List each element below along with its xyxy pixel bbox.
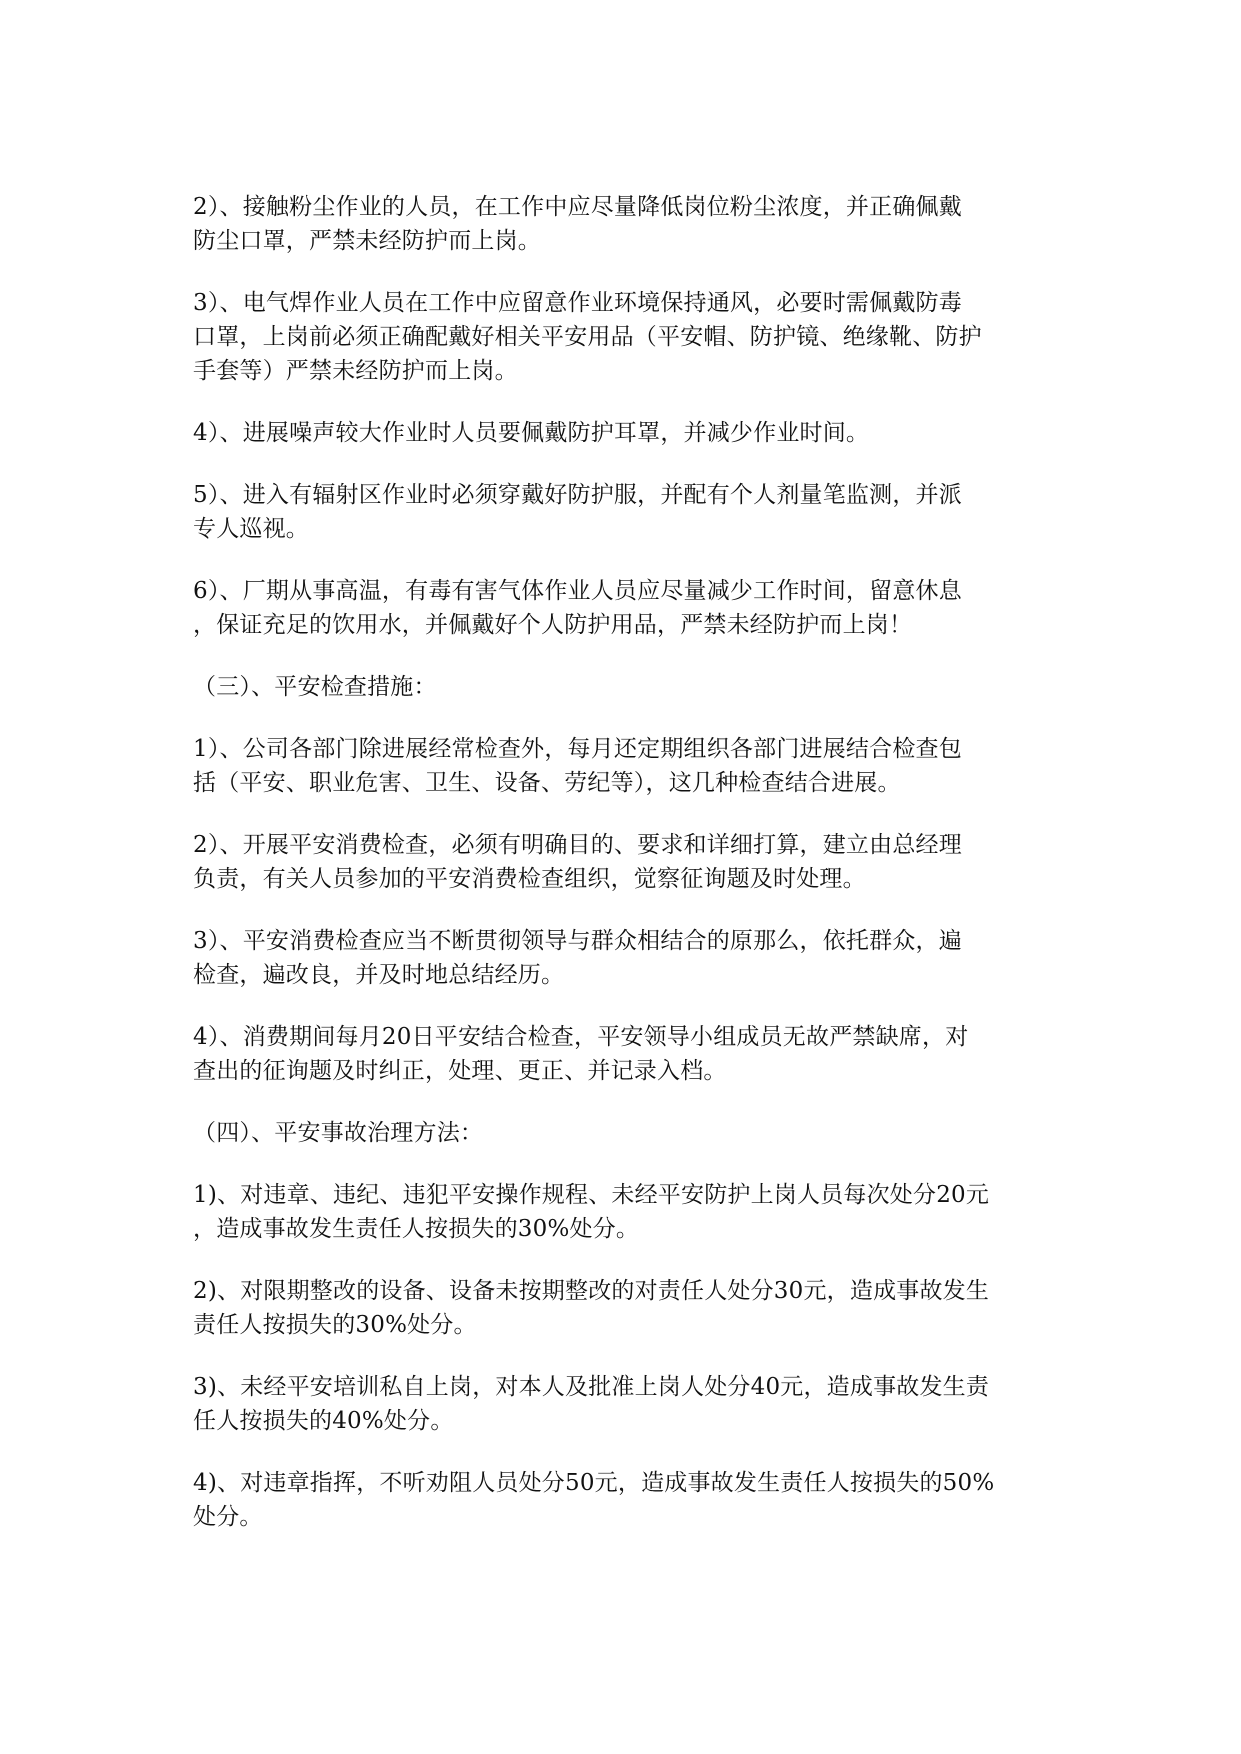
paragraph: [193, 1178, 1053, 1246]
paragraph-line: 处分。: [193, 1504, 263, 1530]
paragraph: [193, 924, 1053, 992]
paragraph: [193, 1466, 1053, 1534]
paragraph-line: （三）、平安检查措施：: [193, 674, 437, 700]
paragraph: [193, 1116, 1053, 1150]
paragraph: [193, 828, 1053, 896]
paragraph-line: 查出的征询题及时纠正，处理、更正、并记录入档。: [193, 1058, 727, 1084]
paragraph-line: 手套等）严禁未经防护而上岗。: [193, 358, 518, 384]
paragraph-line: 1）、公司各部门除进展经常检查外，每月还定期组织各部门进展结合检查包: [193, 736, 962, 762]
paragraph: [193, 574, 1053, 642]
paragraph: [193, 478, 1053, 546]
paragraph: [193, 1370, 1053, 1438]
paragraph: [193, 190, 1053, 258]
paragraph-line: 括（平安、职业危害、卫生、设备、劳纪等），这几种检查结合进展。: [193, 770, 901, 796]
paragraph: [193, 732, 1053, 800]
paragraph-line: 6）、厂期从事高温，有毒有害气体作业人员应尽量减少工作时间，留意休息: [193, 578, 962, 604]
paragraph-line: 1)、对违章、违纪、违犯平安操作规程、未经平安防护上岗人员每次处分20元: [193, 1182, 990, 1208]
paragraph-line: 4)、对违章指挥，不听劝阻人员处分50元，造成事故发生责任人按损失的50%: [193, 1470, 995, 1496]
document-body: [193, 190, 1053, 1562]
paragraph-line: 3）、电气焊作业人员在工作中应留意作业环境保持通风，必要时需佩戴防毒: [193, 290, 962, 316]
paragraph: [193, 1274, 1053, 1342]
paragraph: [193, 1020, 1053, 1088]
paragraph-line: 专人巡视。: [193, 516, 309, 542]
paragraph-line: 责任人按损失的30%处分。: [193, 1312, 477, 1338]
paragraph-line: 4）、消费期间每月20日平安结合检查，平安领导小组成员无故严禁缺席，对: [193, 1024, 969, 1050]
paragraph-line: 口罩，上岗前必须正确配戴好相关平安用品（平安帽、防护镜、绝缘靴、防护: [193, 324, 982, 350]
paragraph-line: 任人按损失的40%处分。: [193, 1408, 454, 1434]
paragraph-line: 3)、未经平安培训私自上岗，对本人及批准上岗人处分40元，造成事故发生责: [193, 1374, 990, 1400]
paragraph-line: （四）、平安事故治理方法：: [193, 1120, 484, 1146]
paragraph: [193, 286, 1053, 388]
paragraph-line: 3）、平安消费检查应当不断贯彻领导与群众相结合的原那么，依托群众，遍: [193, 928, 962, 954]
paragraph-line: 防尘口罩，严禁未经防护而上岗。: [193, 228, 541, 254]
paragraph-line: ，保证充足的饮用水，并佩戴好个人防护用品，严禁未经防护而上岗！: [193, 612, 913, 638]
paragraph-line: 2)、对限期整改的设备、设备未按期整改的对责任人处分30元，造成事故发生: [193, 1278, 990, 1304]
paragraph-line: 4）、进展噪声较大作业时人员要佩戴防护耳罩，并减少作业时间。: [193, 420, 870, 446]
paragraph-line: 负责，有关人员参加的平安消费检查组织，觉察征询题及时处理。: [193, 866, 866, 892]
paragraph-line: 2）、开展平安消费检查，必须有明确目的、要求和详细打算，建立由总经理: [193, 832, 962, 858]
paragraph-line: 2）、接触粉尘作业的人员，在工作中应尽量降低岗位粉尘浓度，并正确佩戴: [193, 194, 962, 220]
paragraph-line: 5）、进入有辐射区作业时必须穿戴好防护服，并配有个人剂量笔监测，并派: [193, 482, 962, 508]
paragraph: [193, 416, 1053, 450]
paragraph-line: 检查，遍改良，并及时地总结经历。: [193, 962, 565, 988]
paragraph-line: ，造成事故发生责任人按损失的30%处分。: [193, 1216, 640, 1242]
paragraph: [193, 670, 1053, 704]
